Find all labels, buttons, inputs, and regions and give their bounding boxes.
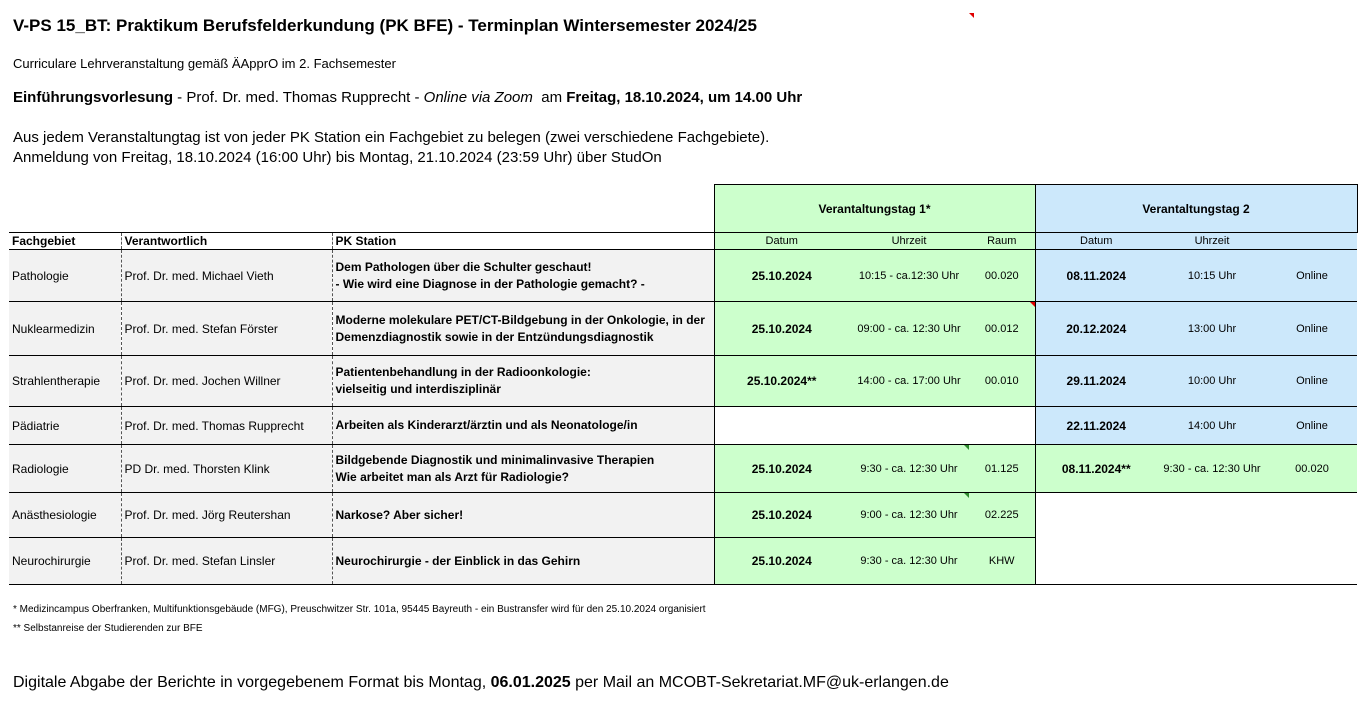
submission-pre: Digitale Abgabe der Berichte in vorgegebenem Format bis Montag, — [13, 674, 491, 691]
d1-time: 14:00 - ca. 17:00 Uhr — [849, 356, 969, 407]
d1-time — [849, 407, 969, 445]
submission-note — [13, 674, 949, 692]
d1-date: 25.10.2024 — [714, 302, 849, 356]
submission-date: 06.01.2025 — [490, 674, 571, 691]
d1-room: KHW — [969, 538, 1035, 585]
d2-time — [1157, 493, 1267, 538]
d1-room: 00.020 — [969, 250, 1035, 302]
d2-room: 00.020 — [1267, 445, 1357, 493]
header-spacer — [9, 185, 714, 233]
d1-date — [714, 407, 849, 445]
row-fachgebiet: Anästhesiologie — [9, 493, 121, 538]
d1-date: 25.10.2024 — [714, 493, 849, 538]
d1-date: 25.10.2024 — [714, 445, 849, 493]
d1-date: 25.10.2024 — [714, 250, 849, 302]
station-line-2: Wie arbeitet man als Arzt für Radiologie? — [335, 469, 569, 484]
row-verantwortlich: Prof. Dr. med. Thomas Rupprecht — [121, 407, 332, 445]
d1-time: 9:30 - ca. 12:30 Uhr — [849, 445, 969, 493]
col-header-d2-date: Datum — [1035, 233, 1157, 250]
d2-time: 9:30 - ca. 12:30 Uhr — [1157, 445, 1267, 493]
table-row — [9, 250, 1357, 302]
d2-time — [1157, 538, 1267, 585]
footnote-2: ** Selbstanreise der Studierenden zur BFE — [13, 623, 203, 634]
row-fachgebiet: Radiologie — [9, 445, 121, 493]
table-row — [9, 538, 1357, 585]
d2-room — [1267, 538, 1357, 585]
station-line-2: vielseitig und interdisziplinär — [335, 382, 501, 396]
station-line-1: Neurochirurgie - der Einblick in das Gehirn — [335, 553, 581, 568]
d1-room: 01.125 — [969, 445, 1035, 493]
d2-room — [1267, 493, 1357, 538]
submission-post: per Mail an MCOBT-Sekretariat.MF@uk-erlangen.de — [570, 674, 949, 691]
row-station — [332, 493, 714, 538]
d1-room — [969, 407, 1035, 445]
row-fachgebiet: Pädiatrie — [9, 407, 121, 445]
day2-title: Verantaltungstag 2 — [1035, 185, 1357, 233]
col-header-d2-room — [1267, 233, 1357, 250]
d1-time: 09:00 - ca. 12:30 Uhr — [849, 302, 969, 356]
col-header-d2-time: Uhrzeit — [1157, 233, 1267, 250]
row-station — [332, 356, 714, 407]
table-row — [9, 356, 1357, 407]
table-row — [9, 493, 1357, 538]
d1-time: 9:00 - ca. 12:30 Uhr — [849, 493, 969, 538]
row-verantwortlich: PD Dr. med. Thorsten Klink — [121, 445, 332, 493]
page-title: V-PS 15_BT: Praktikum Berufsfelderkundung (PK BFE) - Terminplan Wintersemester 2024/25 — [13, 16, 757, 35]
d2-time: 14:00 Uhr — [1157, 407, 1267, 445]
d1-room: 00.010 — [969, 356, 1035, 407]
row-station — [332, 250, 714, 302]
day1-title: Verantaltungstag 1* — [714, 185, 1035, 233]
row-verantwortlich: Prof. Dr. med. Stefan Förster — [121, 302, 332, 356]
intro-lecturer: - Prof. Dr. med. Thomas Rupprecht - — [173, 89, 424, 106]
d2-date: 22.11.2024 — [1035, 407, 1157, 445]
intro-event: Einführungsvorlesung — [13, 89, 174, 106]
d2-date: 08.11.2024 — [1035, 250, 1157, 302]
comment-marker[interactable] — [969, 13, 974, 18]
row-verantwortlich: Prof. Dr. med. Stefan Linsler — [121, 538, 332, 585]
station-line-1: Patientenbehandlung in der Radioonkologie: — [335, 365, 591, 379]
col-header-d1-date: Datum — [714, 233, 849, 250]
d1-date: 25.10.2024** — [714, 356, 849, 407]
d2-date: 08.11.2024** — [1035, 445, 1157, 493]
d1-time: 10:15 - ca.12:30 Uhr — [849, 250, 969, 302]
d2-date: 20.12.2024 — [1035, 302, 1157, 356]
col-header-station: PK Station — [332, 233, 714, 250]
schedule-table — [9, 184, 1358, 585]
intro-when: Freitag, 18.10.2024, um 14.00 Uhr — [566, 89, 803, 106]
row-verantwortlich: Prof. Dr. med. Jörg Reutershan — [121, 493, 332, 538]
footnote-1: * Medizincampus Oberfranken, Multifunktionsgebäude (MFG), Preuschwitzer Str. 101a, 95445 Bayreuth - ein Bustransfer wird für den 25.10.2024 organisiert — [13, 604, 706, 615]
station-line-1: Dem Pathologen über die Schulter geschaut! — [335, 259, 592, 274]
intro-at: am — [532, 89, 567, 106]
d2-time: 13:00 Uhr — [1157, 302, 1267, 356]
page-subtitle: Curriculare Lehrveranstaltung gemäß ÄApprO im 2. Fachsemester — [13, 56, 396, 71]
table-row — [9, 445, 1357, 493]
d2-room: Online — [1267, 356, 1357, 407]
col-header-d1-time: Uhrzeit — [849, 233, 969, 250]
d2-date — [1035, 493, 1157, 538]
station-line-1: Bildgebende Diagnostik und minimalinvasive Therapien — [335, 452, 655, 467]
d1-room: 02.225 — [969, 493, 1035, 538]
row-fachgebiet: Neurochirurgie — [9, 538, 121, 585]
col-header-verantwortlich: Verantwortlich — [121, 233, 332, 250]
d2-room: Online — [1267, 407, 1357, 445]
d1-date: 25.10.2024 — [714, 538, 849, 585]
info-line-1: Aus jedem Veranstaltungtag ist von jeder PK Station ein Fachgebiet zu belegen (zwei verschiedene Fachgebiete). — [13, 129, 770, 146]
station-line-2: Demenzdiagnostik sowie in der Entzündungsdiagnostik — [335, 329, 654, 344]
row-fachgebiet: Strahlentherapie — [9, 356, 121, 407]
row-fachgebiet: Nuklearmedizin — [9, 302, 121, 356]
row-station — [332, 538, 714, 585]
info-line-2: Anmeldung von Freitag, 18.10.2024 (16:00 Uhr) bis Montag, 21.10.2024 (23:59 Uhr) über StudOn — [13, 149, 662, 166]
col-header-d1-room: Raum — [969, 233, 1035, 250]
d2-time: 10:15 Uhr — [1157, 250, 1267, 302]
station-line-2: - Wie wird eine Diagnose in der Pathologie gemacht? - — [335, 276, 645, 291]
d1-time: 9:30 - ca. 12:30 Uhr — [849, 538, 969, 585]
intro-mode: Online via Zoom — [423, 89, 533, 106]
station-line-1: Arbeiten als Kinderarzt/ärztin und als Neonatologe/in — [335, 418, 638, 432]
station-line-1: Moderne molekulare PET/CT-Bildgebung in der Onkologie, in der — [335, 312, 705, 327]
d1-room: 00.012 — [969, 302, 1035, 356]
intro-line — [13, 89, 802, 106]
row-station — [332, 302, 714, 356]
row-fachgebiet: Pathologie — [9, 250, 121, 302]
d2-date: 29.11.2024 — [1035, 356, 1157, 407]
d2-time: 10:00 Uhr — [1157, 356, 1267, 407]
d2-room: Online — [1267, 250, 1357, 302]
row-station — [332, 407, 714, 445]
table-row — [9, 407, 1357, 445]
col-header-fachgebiet: Fachgebiet — [9, 233, 121, 250]
station-line-1: Narkose? Aber sicher! — [335, 507, 464, 522]
row-station — [332, 445, 714, 493]
d2-date — [1035, 538, 1157, 585]
row-verantwortlich: Prof. Dr. med. Michael Vieth — [121, 250, 332, 302]
d2-room: Online — [1267, 302, 1357, 356]
table-row — [9, 302, 1357, 356]
row-verantwortlich: Prof. Dr. med. Jochen Willner — [121, 356, 332, 407]
